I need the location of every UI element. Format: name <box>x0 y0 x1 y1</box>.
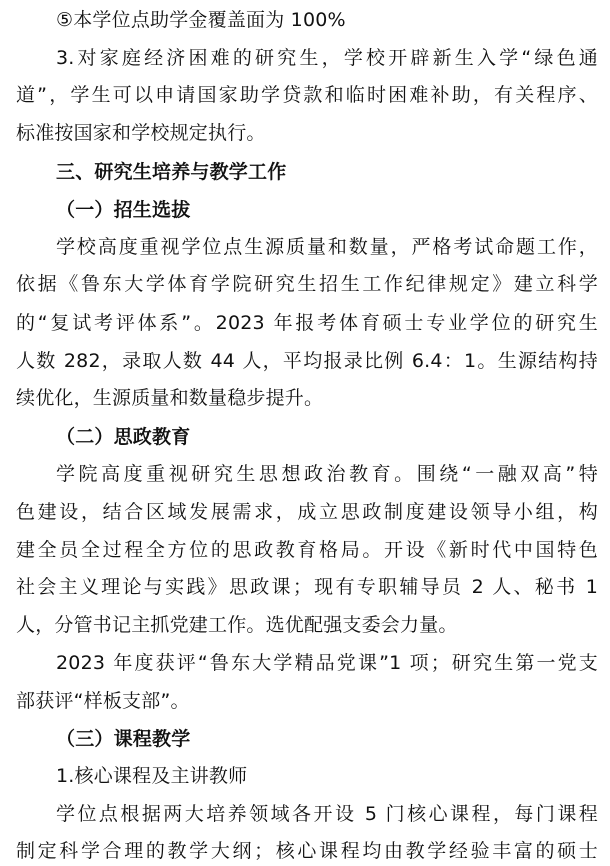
paragraph-line: 道”，学生可以申请国家助学贷款和临时困难补助，有关程序、 <box>16 84 598 106</box>
paragraph-line: 社会主义理论与实践》思政课；现有专职辅导员 2 人、秘书 1 <box>16 576 598 598</box>
paragraph-line: ⑤本学位点助学金覆盖面为 100% <box>56 9 346 31</box>
section-heading: 三、研究生培养与教学工作 <box>56 161 287 183</box>
paragraph-line: 续优化，生源质量和数量稳步提升。 <box>16 387 324 409</box>
paragraph-line: 2023 年度获评“鲁东大学精品党课”1 项；研究生第一党支 <box>56 652 598 674</box>
paragraph-line: 学院高度重视研究生思想政治教育。围绕“一融双高”特 <box>56 463 598 485</box>
paragraph-line: 3.对家庭经济困难的研究生，学校开辟新生入学“绿色通 <box>56 47 598 69</box>
paragraph-line: 人数 282，录取人数 44 人，平均报录比例 6.4：1。生源结构持 <box>16 350 598 372</box>
paragraph-line: 学位点根据两大培养领域各开设 5 门核心课程，每门课程 <box>56 803 598 825</box>
paragraph-line: 人，分管书记主抓党建工作。选优配强支委会力量。 <box>16 614 458 636</box>
paragraph-line: 标准按国家和学校规定执行。 <box>16 122 266 144</box>
subsection-heading: （三）课程教学 <box>56 728 191 750</box>
paragraph-line: 学校高度重视学位点生源质量和数量，严格考试命题工作， <box>56 236 598 258</box>
paragraph-line: 1.核心课程及主讲教师 <box>56 765 248 787</box>
subsection-heading: （一）招生选拔 <box>56 199 191 221</box>
paragraph-line: 依据《鲁东大学体育学院研究生招生工作纪律规定》建立科学 <box>16 273 598 295</box>
paragraph-line: 制定科学合理的教学大纲；核心课程均由教学经验丰富的硕士 <box>16 840 598 862</box>
paragraph-line: 部获评“样板支部”。 <box>16 690 190 712</box>
paragraph-line: 色建设，结合区域发展需求，成立思政制度建设领导小组，构 <box>16 501 598 523</box>
paragraph-line: 的“复试考评体系”。2023 年报考体育硕士专业学位的研究生 <box>16 312 598 334</box>
subsection-heading: （二）思政教育 <box>56 426 191 448</box>
paragraph-line: 建全员全过程全方位的思政教育格局。开设《新时代中国特色 <box>16 539 598 561</box>
